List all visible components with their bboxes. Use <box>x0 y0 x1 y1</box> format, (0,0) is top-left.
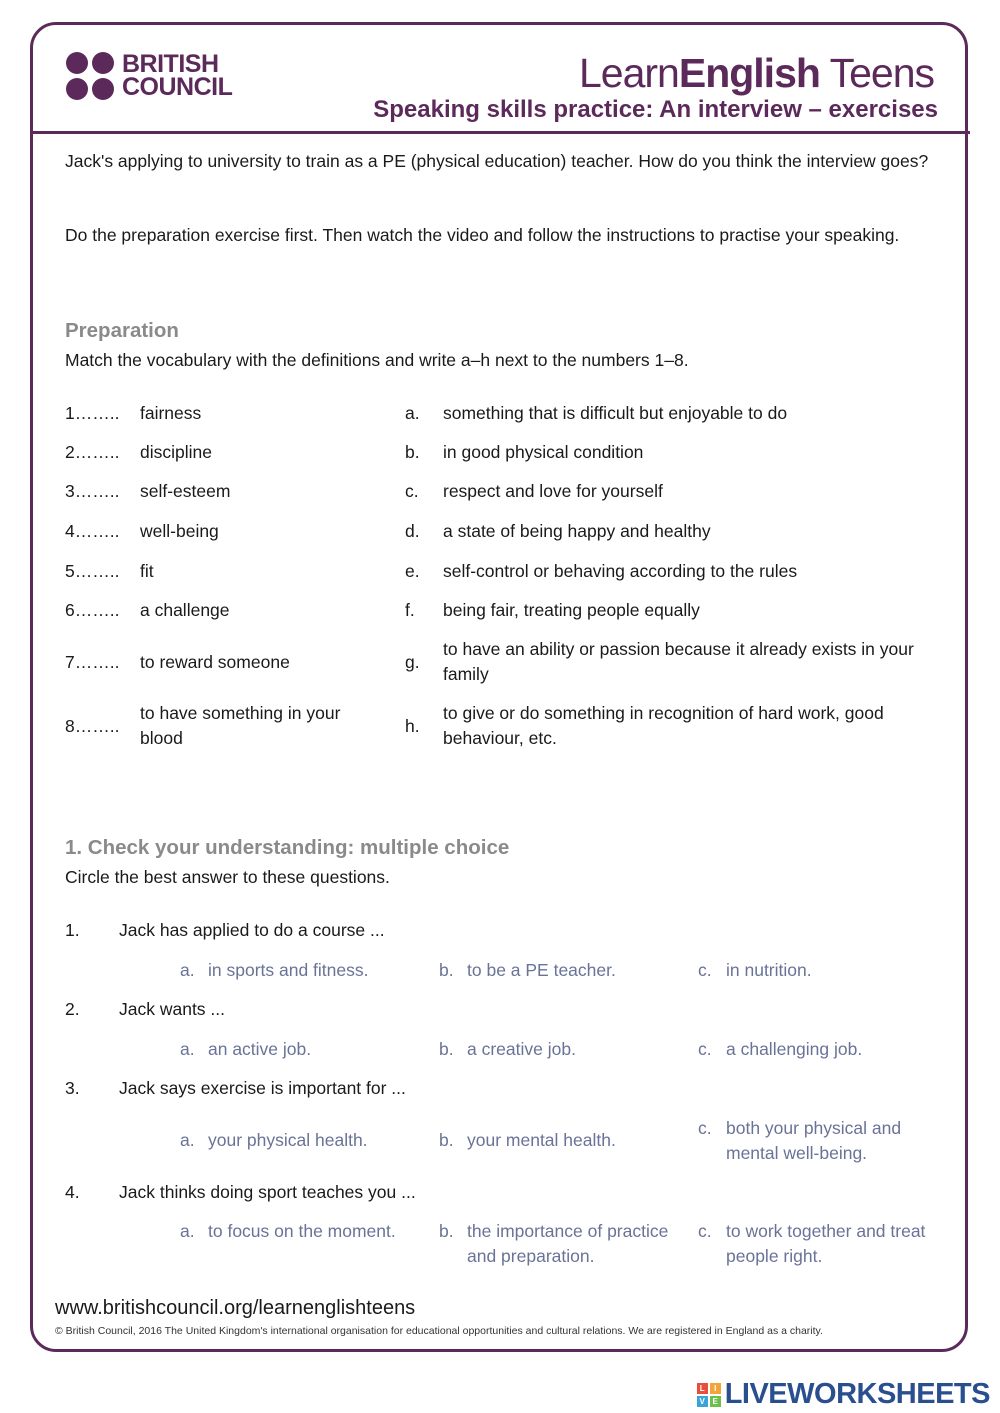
definition-letter: c. <box>405 481 419 501</box>
option-letter: b. <box>439 1221 454 1241</box>
british-council-logo <box>66 52 232 100</box>
logo-dots-icon <box>66 52 114 100</box>
option-letter: c. <box>698 1118 712 1138</box>
option-letter: c. <box>698 1221 712 1241</box>
question-text: Jack thinks doing sport teaches you ... <box>119 1182 416 1202</box>
vocab-word: to reward someone <box>140 652 290 672</box>
definition-letter: h. <box>405 716 420 736</box>
option-letter: a. <box>180 1130 195 1150</box>
question-number: 2. <box>65 999 80 1019</box>
definition-text: something that is difficult but enjoyable to do <box>443 403 788 423</box>
header-divider <box>30 131 970 134</box>
question-text: Jack says exercise is important for ... <box>119 1078 406 1098</box>
definition-letter: a. <box>405 403 420 423</box>
vocab-word: fairness <box>140 403 202 423</box>
vocab-word: fit <box>140 561 154 581</box>
footer-url[interactable]: www.britishcouncil.org/learnenglishteens <box>55 1297 416 1319</box>
definition-letter: e. <box>405 561 420 581</box>
vocab-word: well-being <box>140 521 219 541</box>
option-letter: a. <box>180 1039 195 1059</box>
learnenglish-teens-brand: LearnEnglish Teens <box>578 50 934 96</box>
option-text: to work together and treat people right. <box>726 1221 926 1266</box>
option-letter: a. <box>180 1221 195 1241</box>
vocab-number[interactable]: 5…….. <box>65 561 120 581</box>
option-letter: c. <box>698 1039 712 1059</box>
option-text: to focus on the moment. <box>208 1221 396 1241</box>
page-title: Speaking skills practice: An interview – exercises <box>373 96 938 123</box>
definition-letter: b. <box>405 442 420 462</box>
option-text: a creative job. <box>467 1039 576 1059</box>
option-letter: b. <box>439 1130 454 1150</box>
option-text: both your physical and mental well-being. <box>726 1118 902 1163</box>
vocab-number[interactable]: 1…….. <box>65 403 120 423</box>
option-text: an active job. <box>208 1039 312 1059</box>
option-text: in sports and fitness. <box>208 960 369 980</box>
option-letter: b. <box>439 1039 454 1059</box>
option-letter: c. <box>698 960 712 980</box>
definition-letter: f. <box>405 600 415 620</box>
footer-copyright: © British Council, 2016 The United Kingdom's international organisation for educational opportunities and cultural relations. We are registered in England as a charity. <box>55 1325 823 1337</box>
liveworksheets-icon: L I V E <box>697 1383 721 1407</box>
question-number: 1. <box>65 920 80 940</box>
vocab-number[interactable]: 2…….. <box>65 442 120 462</box>
vocab-word: to have something in your blood <box>140 703 341 748</box>
option-letter: b. <box>439 960 454 980</box>
definition-text: being fair, treating people equally <box>443 600 700 620</box>
definition-letter: g. <box>405 652 420 672</box>
vocab-number[interactable]: 8…….. <box>65 716 120 736</box>
option-text: a challenging job. <box>726 1039 863 1059</box>
definition-letter: d. <box>405 521 420 541</box>
preparation-heading: Preparation <box>65 319 179 342</box>
option-text: your mental health. <box>467 1130 616 1150</box>
definition-text: to give or do something in recognition of hard work, good behaviour, etc. <box>443 703 884 748</box>
vocab-word: discipline <box>140 442 212 462</box>
question-text: Jack has applied to do a course ... <box>119 920 385 940</box>
question-number: 3. <box>65 1078 80 1098</box>
option-text: the importance of practice and preparation. <box>467 1221 669 1266</box>
definition-text: self-control or behaving according to the rules <box>443 561 798 581</box>
definition-text: in good physical condition <box>443 442 644 462</box>
vocab-number[interactable]: 4…….. <box>65 521 120 541</box>
vocab-word: self-esteem <box>140 481 231 501</box>
logo-line1: BRITISH <box>122 50 219 78</box>
vocab-number[interactable]: 3…….. <box>65 481 120 501</box>
question-number: 4. <box>65 1182 80 1202</box>
liveworksheets-watermark <box>697 1378 990 1411</box>
question-text: Jack wants ... <box>119 999 226 1019</box>
definition-text: a state of being happy and healthy <box>443 521 711 541</box>
vocab-word: a challenge <box>140 600 230 620</box>
liveworksheets-text: LIVEWORKSHEETS <box>724 1378 990 1410</box>
preparation-instruction: Match the vocabulary with the definitions and write a–h next to the numbers 1–8. <box>65 350 689 370</box>
option-text: in nutrition. <box>726 960 812 980</box>
section1-instruction: Circle the best answer to these questions. <box>65 867 390 887</box>
intro-paragraph-2: Do the preparation exercise first. Then watch the video and follow the instructions to practise your speaking. <box>65 225 900 245</box>
option-letter: a. <box>180 960 195 980</box>
option-text: to be a PE teacher. <box>467 960 616 980</box>
logo-line2: COUNCIL <box>122 73 233 101</box>
vocab-number[interactable]: 6…….. <box>65 600 120 620</box>
definition-text: to have an ability or passion because it already exists in your family <box>443 639 914 684</box>
option-text: your physical health. <box>208 1130 368 1150</box>
intro-paragraph-1: Jack's applying to university to train as a PE (physical education) teacher. How do you think the interview goes? <box>65 151 929 171</box>
vocab-number[interactable]: 7…….. <box>65 652 120 672</box>
section1-heading: 1. Check your understanding: multiple choice <box>65 836 510 859</box>
definition-text: respect and love for yourself <box>443 481 663 501</box>
